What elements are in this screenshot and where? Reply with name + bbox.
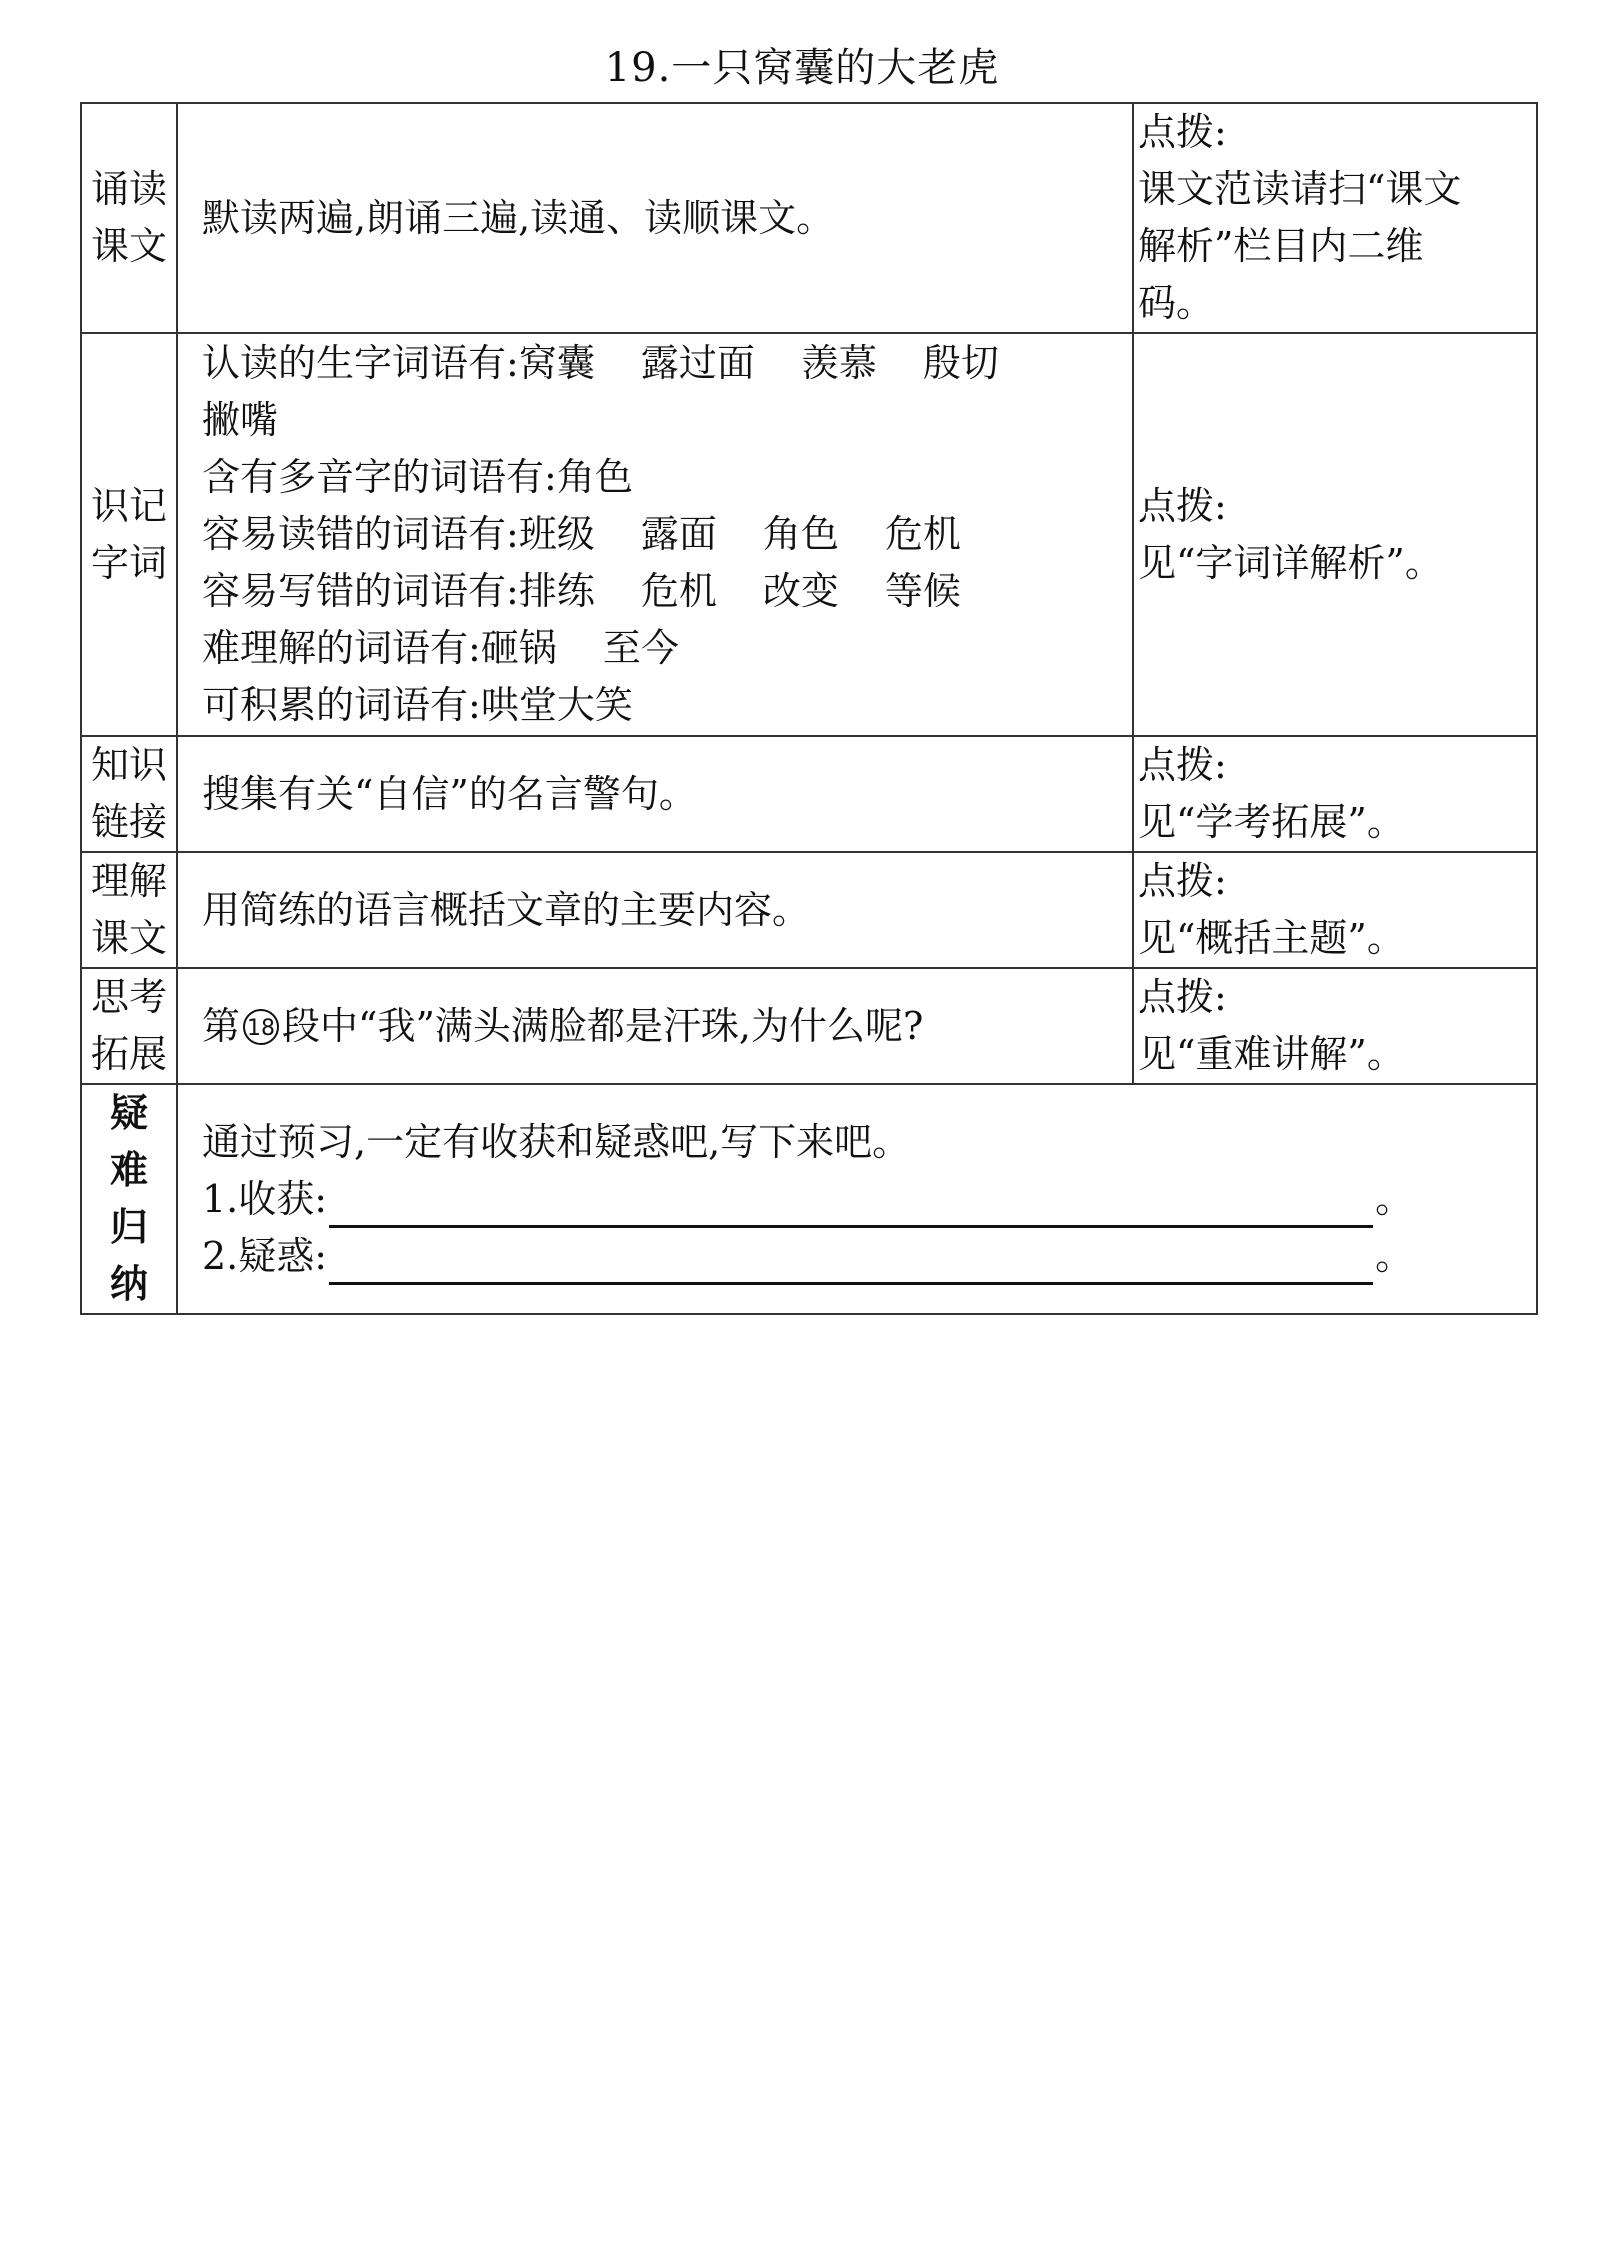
understand-hint: 点拨: 见“概括主题”。 [1133,852,1537,968]
gain-label: 1.收获: [202,1176,328,1221]
misread-words-line: 容易读错的词语有:班级 露面 角色 危机 [202,512,961,556]
row-label-summary: 疑 难 归 纳 [81,1084,177,1314]
row-label-think: 思考 拓展 [81,968,177,1084]
gain-row: 1.收获: 。 [202,1171,1526,1228]
hard-words-line: 难理解的词语有:砸锅 至今 [202,626,679,670]
row-label-understand: 理解 课文 [81,852,177,968]
new-words-line-cont: 撇嘴 [202,398,279,442]
doubt-blank[interactable] [329,1238,1373,1285]
row-words [81,333,1537,736]
row-label-words: 识记 字词 [81,333,177,736]
understand-task: 用简练的语言概括文章的主要内容。 [177,852,1133,968]
row-label-reading: 诵读 课文 [81,103,177,333]
row-summary [81,1084,1537,1314]
polyphone-words-line: 含有多音字的词语有:角色 [202,455,633,499]
circled-paragraph-number: 18 [243,1009,279,1045]
doubt-label: 2.疑惑: [202,1233,328,1278]
think-task: 第 18 段中“我”满头满脸都是汗珠,为什么呢? [177,968,1133,1084]
words-hint: 点拨: 见“字词详解析”。 [1133,333,1537,736]
row-reading [81,103,1537,333]
reading-task: 默读两遍,朗诵三遍,读通、读顺课文。 [177,103,1133,333]
think-hint: 点拨: 见“重难讲解”。 [1133,968,1537,1084]
page-title: 19.一只窝囊的大老虎 [604,45,1000,91]
row-think [81,968,1537,1084]
reading-hint: 点拨: 课文范读请扫“课文 解析”栏目内二维 码。 [1133,103,1537,333]
summary-task: 通过预习,一定有收获和疑惑吧,写下来吧。 1.收获: 。 2.疑惑: 。 [177,1084,1537,1314]
row-label-knowledge: 知识 链接 [81,736,177,852]
row-understand [81,852,1537,968]
words-task [177,333,1133,736]
knowledge-hint: 点拨: 见“学考拓展”。 [1133,736,1537,852]
preview-worksheet-table [80,102,1538,1315]
accumulate-words-line: 可积累的词语有:哄堂大笑 [202,683,633,727]
knowledge-task: 搜集有关“自信”的名言警句。 [177,736,1133,852]
new-words-line: 认读的生字词语有:窝囊 露过面 羡慕 殷切 [202,341,999,385]
doubt-row: 2.疑惑: 。 [202,1228,1526,1285]
gain-blank[interactable] [329,1181,1373,1228]
miswrite-words-line: 容易写错的词语有:排练 危机 改变 等候 [202,569,961,613]
row-knowledge [81,736,1537,852]
